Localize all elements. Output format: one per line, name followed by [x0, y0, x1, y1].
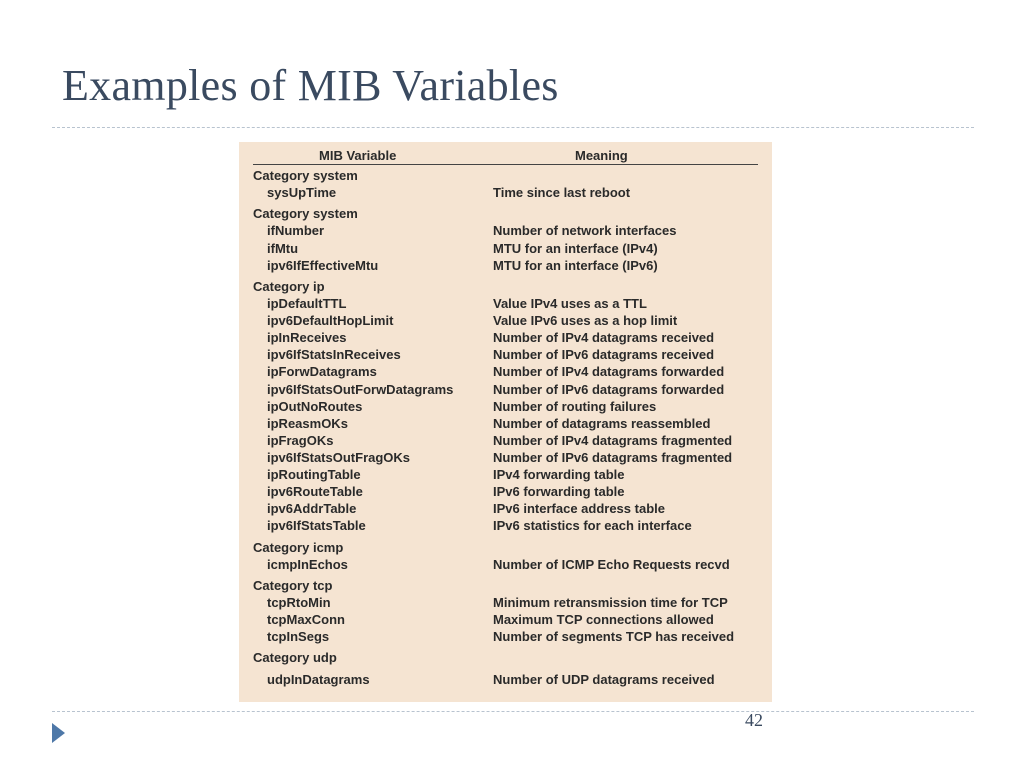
meaning-cell: Number of IPv4 datagrams received	[493, 330, 715, 346]
header-meaning: Meaning	[575, 148, 628, 163]
meaning-cell: Value IPv4 uses as a TTL	[493, 296, 647, 312]
mib-variable-cell: ifNumber	[267, 223, 325, 239]
mib-variable-cell: ipv6DefaultHopLimit	[267, 313, 394, 329]
meaning-cell: Value IPv6 uses as a hop limit	[493, 313, 678, 329]
table-row	[239, 381, 772, 398]
mib-variable-cell: tcpInSegs	[267, 629, 330, 645]
top-divider	[52, 127, 974, 128]
slide-title: Examples of MIB Variables	[62, 61, 559, 110]
meaning-cell: Number of ICMP Echo Requests recvd	[493, 556, 730, 572]
table-row	[239, 240, 772, 257]
mib-variable-cell: udpInDatagrams	[267, 671, 370, 687]
mib-variable-cell: icmpInEchos	[267, 556, 348, 572]
table-row	[239, 257, 772, 274]
category-row	[239, 577, 772, 594]
meaning-cell: Number of IPv4 datagrams forwarded	[493, 364, 725, 380]
table-row	[239, 556, 772, 573]
mib-variable-cell: ipReasmOKs	[267, 415, 348, 431]
category-label: Category system	[253, 206, 358, 222]
mib-variable-cell: ipInReceives	[267, 330, 347, 346]
meaning-cell: IPv6 interface address table	[493, 501, 665, 517]
meaning-cell: Number of network interfaces	[493, 223, 677, 239]
triangle-bullet-icon	[52, 723, 65, 743]
meaning-cell: IPv6 forwarding table	[493, 484, 625, 500]
mib-variable-cell: ipv6IfEffectiveMtu	[267, 257, 379, 273]
category-row	[239, 278, 772, 295]
mib-variable-cell: ipv6AddrTable	[267, 501, 357, 517]
table-row	[239, 398, 772, 415]
mib-variable-cell: tcpMaxConn	[267, 612, 345, 628]
meaning-cell: Number of segments TCP has received	[493, 629, 735, 645]
category-label: Category icmp	[253, 539, 344, 555]
mib-variable-cell: tcpRtoMin	[267, 595, 331, 610]
table-row	[239, 449, 772, 466]
meaning-cell: Time since last reboot	[493, 185, 631, 201]
meaning-cell: Number of IPv4 datagrams fragmented	[493, 432, 733, 448]
table-row	[239, 432, 772, 449]
table-row	[239, 594, 772, 611]
table-row	[239, 295, 772, 312]
page-number: 42	[745, 710, 763, 730]
table-row	[239, 329, 772, 346]
table-row	[239, 671, 772, 688]
meaning-cell: Number of IPv6 datagrams received	[493, 347, 715, 363]
mib-variable-cell: ipOutNoRoutes	[267, 398, 363, 414]
category-label: Category tcp	[253, 577, 333, 593]
meaning-cell: MTU for an interface (IPv4)	[493, 240, 658, 256]
meaning-cell: Minimum retransmission time for TCP	[493, 595, 728, 610]
meaning-cell: IPv4 forwarding table	[493, 466, 625, 482]
table-row	[239, 346, 772, 363]
table-row	[239, 312, 772, 329]
category-row	[239, 167, 772, 184]
mib-variable-cell: ipRoutingTable	[267, 466, 361, 482]
mib-table-figure	[239, 142, 772, 702]
table-row	[239, 466, 772, 483]
mib-variable-cell: ipDefaultTTL	[267, 296, 347, 312]
mib-variable-cell: ipv6IfStatsOutForwDatagrams	[267, 381, 454, 397]
meaning-cell: MTU for an interface (IPv6)	[493, 257, 658, 273]
category-row	[239, 649, 772, 666]
table-row	[239, 628, 772, 645]
mib-variable-cell: sysUpTime	[267, 185, 337, 201]
table-row	[239, 363, 772, 380]
category-label: Category system	[253, 168, 358, 183]
meaning-cell: Number of IPv6 datagrams forwarded	[493, 381, 725, 397]
category-row	[239, 205, 772, 222]
mib-variable-cell: ifMtu	[267, 240, 299, 256]
meaning-cell: Number of routing failures	[493, 398, 657, 414]
table-row	[239, 184, 772, 201]
category-row	[239, 539, 772, 556]
meaning-cell: IPv6 statistics for each interface	[493, 518, 692, 534]
mib-variable-cell: ipFragOKs	[267, 432, 334, 448]
header-mib-variable: MIB Variable	[319, 148, 397, 163]
table-header	[253, 147, 758, 165]
meaning-cell: Number of UDP datagrams received	[493, 671, 715, 687]
mib-variable-cell: ipv6IfStatsTable	[267, 518, 366, 534]
table-body	[239, 167, 772, 688]
meaning-cell: Number of datagrams reassembled	[493, 415, 711, 431]
bottom-divider	[52, 711, 974, 712]
mib-variable-cell: ipv6IfStatsInReceives	[267, 347, 401, 363]
meaning-cell: Number of IPv6 datagrams fragmented	[493, 449, 733, 465]
category-label: Category udp	[253, 650, 337, 666]
mib-variable-cell: ipv6RouteTable	[267, 484, 363, 500]
table-row	[239, 222, 772, 239]
table-row	[239, 483, 772, 500]
table-row	[239, 415, 772, 432]
category-label: Category ip	[253, 278, 325, 294]
mib-variable-cell: ipv6IfStatsOutFragOKs	[267, 449, 411, 465]
mib-variable-cell: ipForwDatagrams	[267, 364, 377, 380]
meaning-cell: Maximum TCP connections allowed	[493, 612, 714, 628]
table-row	[239, 517, 772, 534]
table-row	[239, 611, 772, 628]
table-row	[239, 500, 772, 517]
